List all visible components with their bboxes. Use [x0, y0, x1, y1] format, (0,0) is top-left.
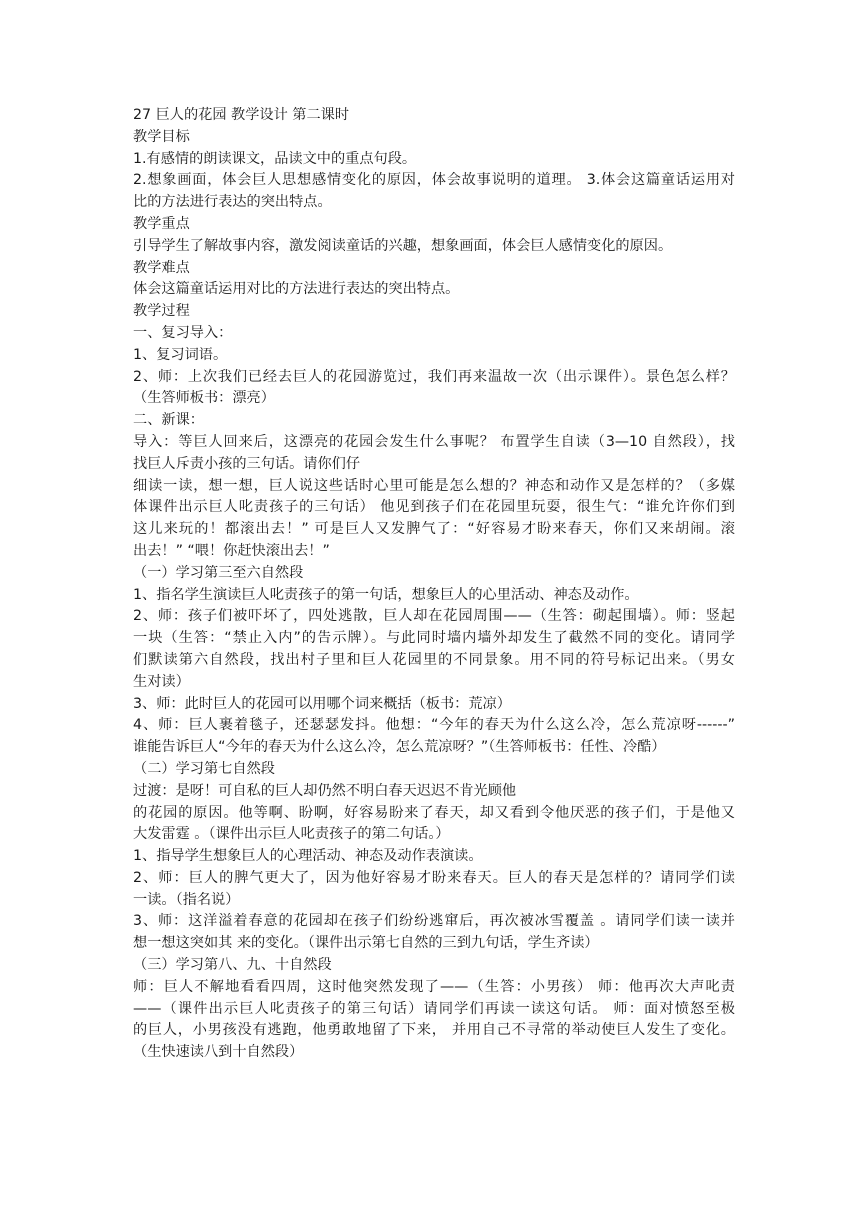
text-line: 导入：等巨人回来后，这漂亮的花园会发生什么事呢？ 布置学生自读（3—10 自然段），找 — [133, 433, 735, 450]
text-line: 引导学生了解故事内容，激发阅读童话的兴趣，想象画面，体会巨人感情变化的原因。 — [133, 237, 673, 254]
text-line: （三）学习第八、九、十自然段 — [133, 957, 332, 974]
text-line: 一读。（指名说） — [133, 891, 240, 908]
text-line: （生快速读八到十自然段） — [133, 1044, 304, 1061]
text-line: （一）学习第三至六自然段 — [133, 564, 304, 581]
text-line: 大发雷霆 。（课件出示巨人叱责孩子的第二句话。） — [133, 826, 450, 843]
text-line: 这儿来玩的！都滚出去！” 可是巨人又发脾气了：“好容易才盼来春天，你们又来胡闹。滚 — [133, 521, 735, 538]
text-line: 1、指导学生想象巨人的心理活动、神态及动作表演读。 — [133, 848, 483, 865]
text-line: 一块（生答：“禁止入内”的告示牌）。与此同时墙内墙外却发生了截然不同的变化。请同学 — [133, 630, 735, 647]
text-line: 生对读） — [133, 673, 190, 690]
text-line: （二）学习第七自然段 — [133, 760, 275, 777]
text-line: 细读一读，想一想，巨人说这些话时心里可能是怎么想的？神态和动作又是怎样的？（多媒 — [133, 477, 735, 494]
text-line: 教学目标 — [133, 128, 190, 145]
text-line: 2.想象画面，体会巨人思想感情变化的原因，体会故事说明的道理。 3.体会这篇童话运用对 — [133, 172, 735, 189]
text-line: 4、师：巨人裹着毯子，还瑟瑟发抖。他想：“今年的春天为什么这么冷，怎么荒凉呀------” — [133, 717, 735, 734]
text-line: 1.有感情的朗读课文，品读文中的重点句段。 — [133, 150, 417, 167]
text-line: 教学难点 — [133, 259, 190, 276]
text-line: 的花园的原因。他等啊、盼啊，好容易盼来了春天，却又看到令他厌恶的孩子们，于是他又 — [133, 804, 735, 821]
text-line: 谁能告诉巨人“今年的春天为什么这么冷，怎么荒凉呀？”（生答师板书：任性、冷酷） — [133, 739, 666, 756]
text-line: 出去！” “喂！你赶快滚出去！” — [133, 542, 330, 559]
document-body — [133, 105, 735, 1064]
text-line: 2、师：孩子们被吓坏了，四处逃散，巨人却在花园周围——（生答：砌起围墙）。师：竖起 — [133, 608, 735, 625]
text-line: 3、师：此时巨人的花园可以用哪个词来概括（板书：荒凉） — [133, 695, 511, 712]
text-line: 一、复习导入： — [133, 324, 233, 341]
text-line: 想一想这突如其 来的变化。（课件出示第七自然的三到九句话，学生齐读） — [133, 935, 599, 952]
text-line: 教学过程 — [133, 303, 190, 320]
text-line: 比的方法进行表达的突出特点。 — [133, 194, 332, 211]
text-line: 1、复习词语。 — [133, 346, 228, 363]
text-line: 的巨人，小男孩没有逃跑，他勇敢地留了下来， 并用自己不寻常的举动使巨人发生了变化。 — [133, 1022, 735, 1039]
text-line: 3、师：这洋溢着春意的花园却在孩子们纷纷逃窜后，再次被冰雪覆盖 。请同学们读一读并 — [133, 913, 735, 930]
text-line: 过渡：是呀！可自私的巨人却仍然不明白春天迟迟不肯光顾他 — [133, 782, 517, 799]
text-line: 二、新课： — [133, 412, 204, 429]
text-line: 体课件出示巨人叱责孩子的三句话） 他见到孩子们在花园里玩耍，很生气：“谁允许你们到 — [133, 499, 735, 516]
text-line: 师：巨人不解地看看四周，这时他突然发现了——（生答：小男孩） 师：他再次大声叱责 — [133, 978, 735, 995]
text-line: 体会这篇童话运用对比的方法进行表达的突出特点。 — [133, 281, 460, 298]
text-line: 2、师：上次我们已经去巨人的花园游览过，我们再来温故一次（出示课件）。景色怎么样？ — [133, 368, 735, 385]
text-line: ——（课件出示巨人叱责孩子的第三句话）请同学们再读一读这句话。 师：面对愤怒至极 — [133, 1000, 735, 1017]
text-line: （生答师板书：漂亮） — [133, 390, 275, 407]
text-line: 找巨人斥责小孩的三句话。请你们仔 — [133, 455, 361, 472]
text-line: 们默读第六自然段，找出村子里和巨人花园里的不同景象。用不同的符号标记出来。（男女 — [133, 651, 735, 668]
text-line: 27 巨人的花园 教学设计 第二课时 — [133, 107, 350, 123]
text-line: 1、指名学生演读巨人叱责孩子的第一句话，想象巨人的心里活动、神态及动作。 — [133, 586, 639, 603]
text-line: 教学重点 — [133, 215, 190, 232]
text-line: 2、师：巨人的脾气更大了，因为他好容易才盼来春天。巨人的春天是怎样的？请同学们读 — [133, 869, 735, 886]
